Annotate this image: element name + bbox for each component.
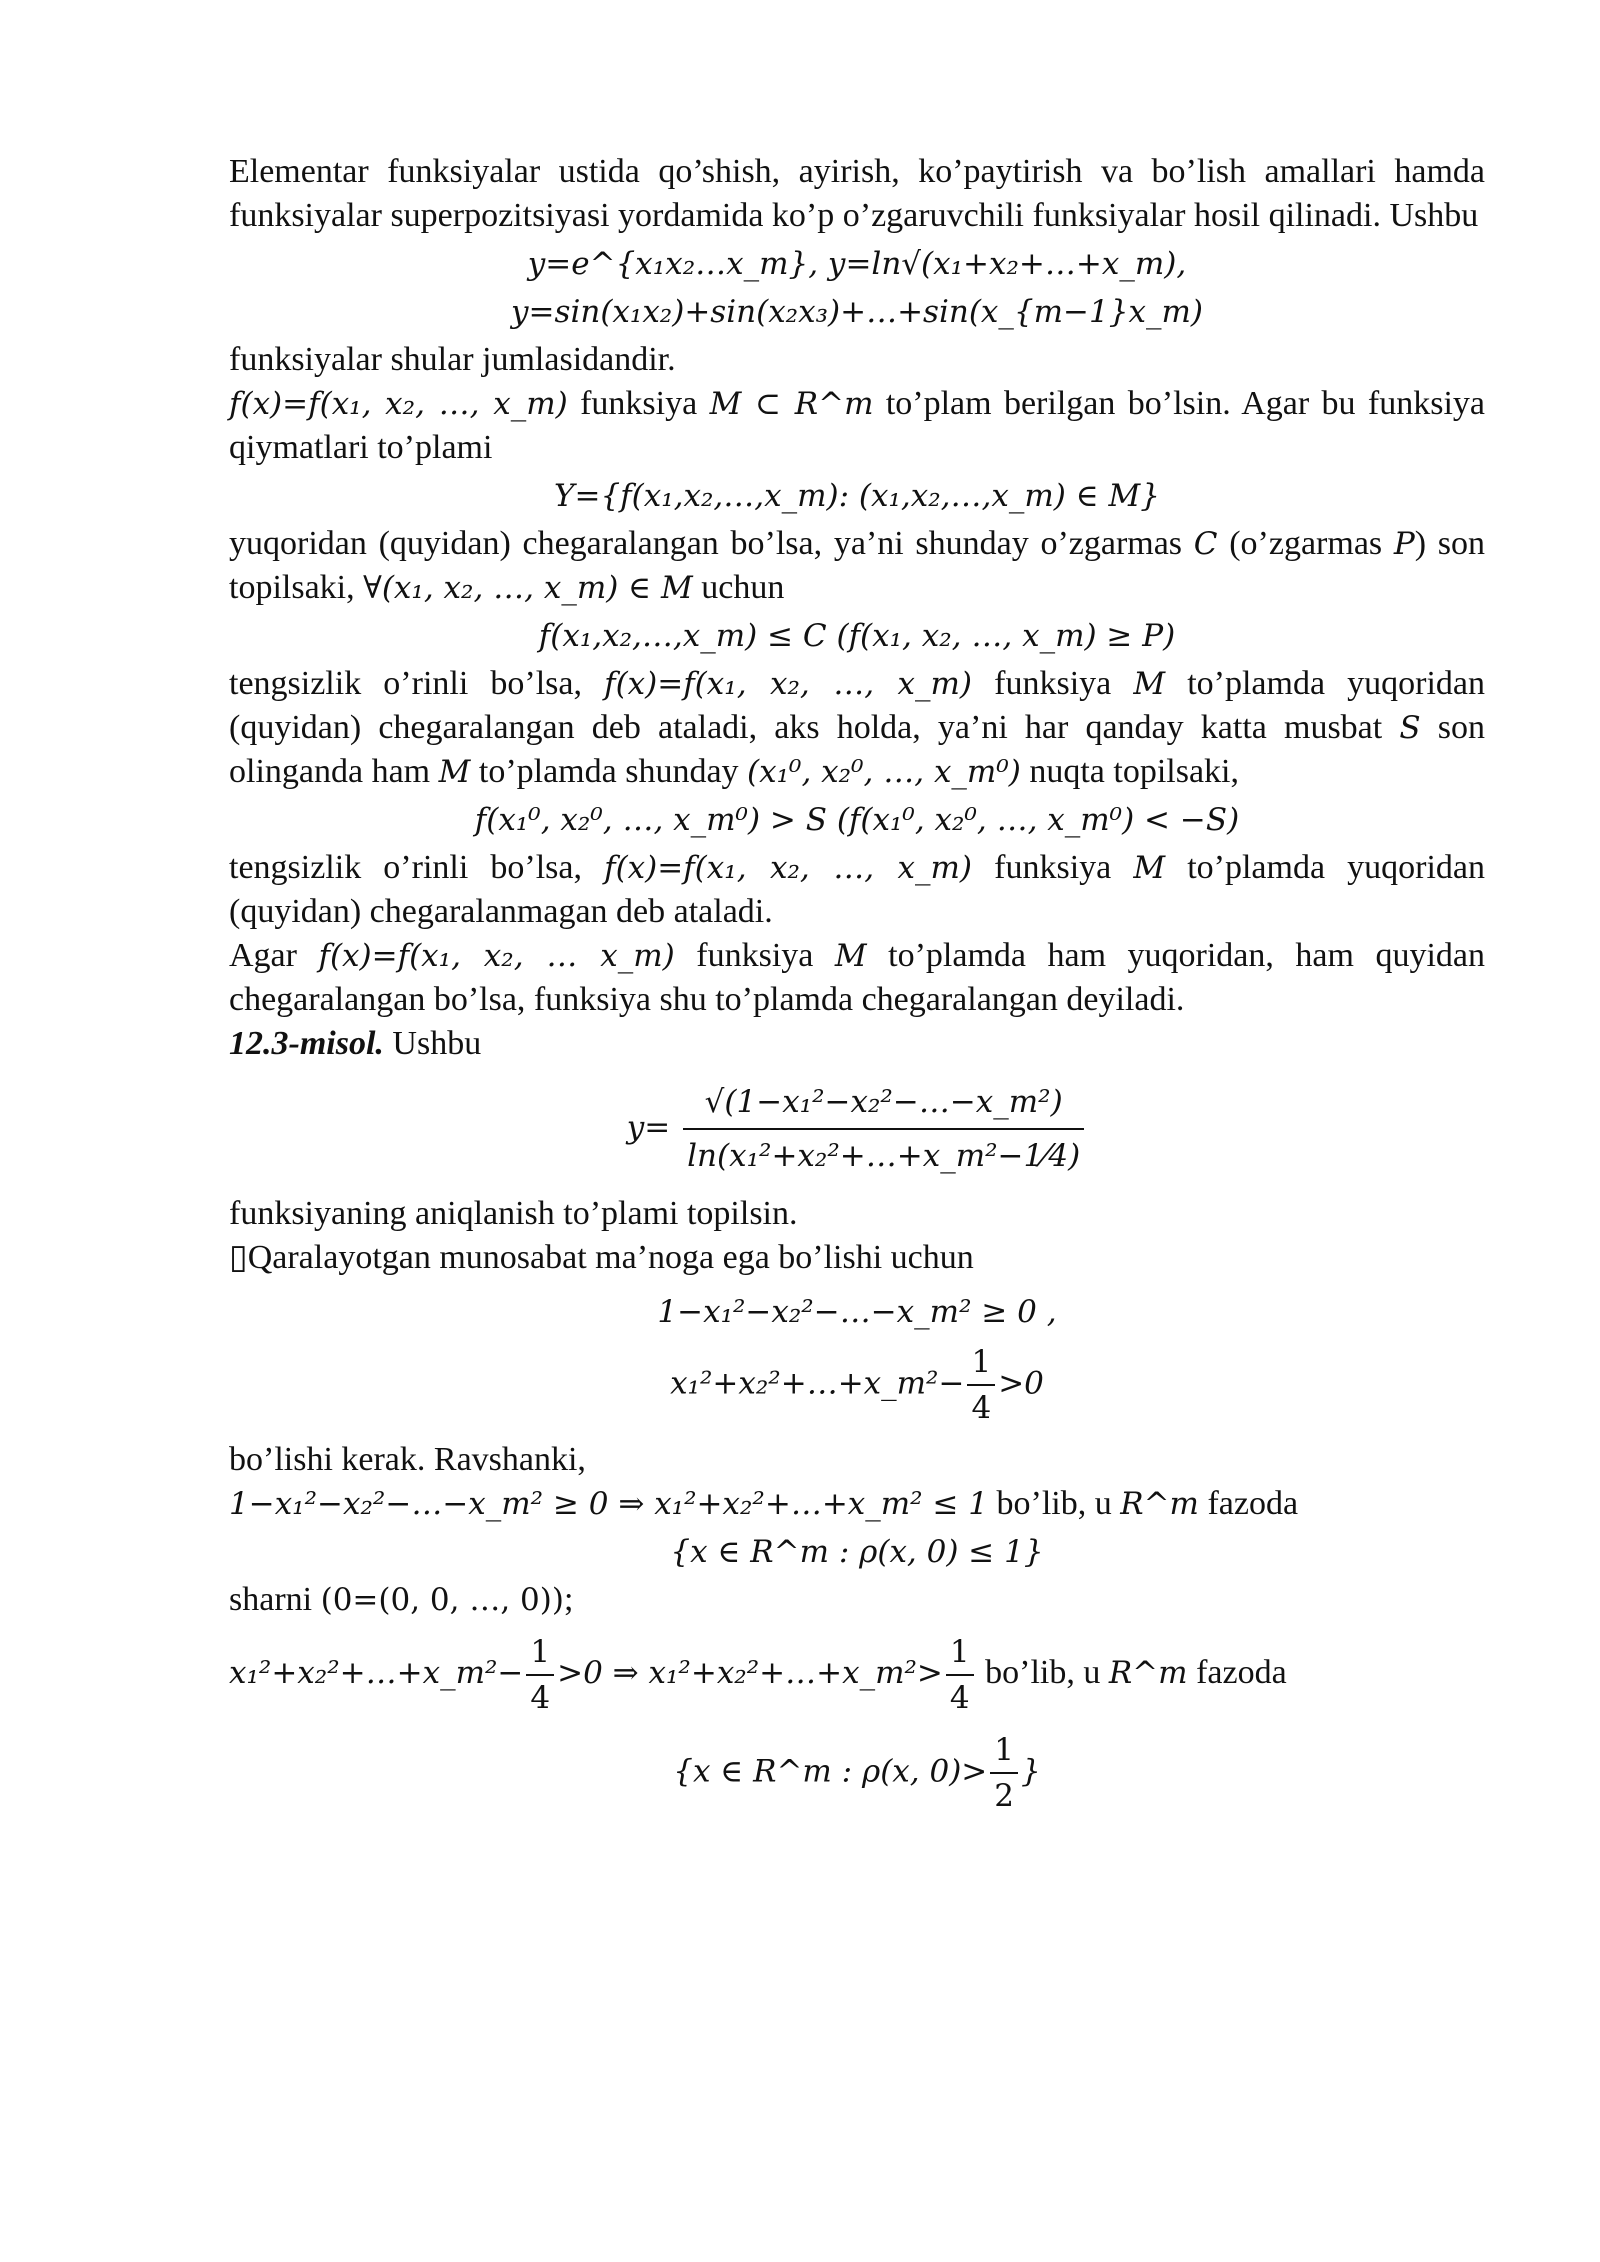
text: ) son topilsaki, (229, 525, 1485, 606)
example-heading (229, 1022, 1485, 1066)
paragraph-examples-end: funksiyalar shular jumlasidandir. (229, 341, 676, 378)
math-Rm: R^m (1120, 1486, 1199, 1522)
paragraph-bounded-both (229, 934, 1485, 1022)
text: to’plam berilgan bo’lsin. Agar bu funksiya qiymatlari to’plami (229, 385, 1485, 466)
numerator: √(1−x₁²−x₂²−…−x_m²) (683, 1076, 1084, 1130)
paragraph-solution-start (229, 1236, 1485, 1280)
eq-right: >0 (998, 1365, 1044, 1402)
text: nuqta topilsaki, (1020, 753, 1239, 790)
numerator: 1 (967, 1340, 995, 1386)
math-function: f(x)=f(x₁, x₂, … x_m) (318, 938, 675, 974)
math-function: f(x)=f(x₁, x₂, …, x_m) (229, 386, 568, 422)
paragraph-bounded-condition (229, 522, 1485, 610)
eq-left: {x ∈ R^m : ρ(x, 0)> (673, 1753, 988, 1790)
denominator: 4 (949, 1680, 970, 1716)
text: son olinganda ham (229, 709, 1485, 790)
math-M: M (438, 754, 471, 790)
math-Rm: R^m (1108, 1654, 1188, 1691)
math-point: (x₁⁰, x₂⁰, …, x_m⁰) (747, 754, 1021, 790)
equation-examples-2: y=sin(x₁x₂)+sin(x₂x₃)+…+sin(x_{m−1}x_m) (511, 294, 1203, 330)
example-label: 12.3-misol. (229, 1025, 384, 1062)
solution-marker-icon: ▯ (229, 1239, 248, 1276)
math-function: f(x)=f(x₁, x₂, …, x_m) (604, 666, 973, 702)
equation-exterior-set (229, 1728, 1485, 1818)
fraction (946, 1630, 974, 1720)
line-ball-derivation (229, 1482, 1485, 1526)
paragraph-task: funksiyaning aniqlanish to’plami topilsin. (229, 1195, 798, 1232)
fraction (683, 1076, 1084, 1182)
denominator: 4 (971, 1390, 992, 1426)
math-left: x₁²+x₂²+…+x_m²− (229, 1654, 524, 1691)
math-S: S (1399, 710, 1421, 746)
math-M: M (1133, 850, 1166, 886)
text: sharni (229, 1581, 321, 1618)
math-C: C (1193, 526, 1218, 562)
text: fazoda (1187, 1653, 1287, 1691)
numerator: 1 (526, 1630, 554, 1676)
eq-right: } (1021, 1753, 1041, 1790)
fraction (526, 1630, 554, 1720)
paragraph-definition-setup (229, 382, 1485, 470)
equation-condition-2 (229, 1340, 1485, 1430)
text: tengsizlik o’rinli bo’lsa, (229, 849, 605, 886)
text: funksiya (567, 385, 710, 422)
eq-left: x₁²+x₂²+…+x_m²− (670, 1365, 965, 1402)
text: Qaralayotgan munosabat ma’noga ega bo’lishi uchun (247, 1239, 974, 1276)
text: funksiya (972, 849, 1134, 886)
text: to’plamda ham yuqoridan, ham quyidan chegaralangan bo’lsa, funksiya shu to’plamda chegaralangan deyiladi. (229, 937, 1485, 1018)
equation-example-function (229, 1076, 1485, 1182)
paragraph-bounded-definition (229, 662, 1485, 794)
math-set: M ⊂ R^m (709, 386, 874, 422)
math-forall: ∀(x₁, x₂, …, x_m) ∈ M (363, 570, 693, 606)
equation-bounds: f(x₁,x₂,…,x_m) ≤ C (f(x₁, x₂, …, x_m) ≥ P) (538, 618, 1176, 654)
text: fazoda (1198, 1485, 1299, 1522)
text: funksiya (972, 665, 1134, 702)
page-body (229, 150, 1485, 1822)
paragraph-unbounded-definition (229, 846, 1485, 934)
math-M: M (834, 938, 867, 974)
paragraph-obviously: bo’lishi kerak. Ravshanki, (229, 1441, 586, 1478)
text: bo’lib, u (988, 1485, 1121, 1522)
eq-lhs: y= (626, 1109, 671, 1146)
math-function: f(x)=f(x₁, x₂, …, x_m) (604, 850, 973, 886)
numerator: 1 (990, 1728, 1018, 1774)
math-P: P (1393, 526, 1415, 562)
text: tengsizlik o’rinli bo’lsa, (229, 665, 605, 702)
text: uchun (692, 569, 785, 606)
equation-unbounded: f(x₁⁰, x₂⁰, …, x_m⁰) > S (f(x₁⁰, x₂⁰, …, x_m⁰) < −S) (474, 802, 1240, 838)
paragraph-intro: Elementar funksiyalar ustida qo’shish, ayirish, ko’paytirish va bo’lish amallari hamda funksiyalar superpozitsiyasi yordamida ko’p o’zgaruvchili funksiyalar hosil qilinadi. Ushbu (229, 153, 1485, 234)
text: to’plamda yuqoridan (quyidan) chegaralangan deb ataladi, aks holda, ya’ni har qanday katta musbat (229, 665, 1486, 746)
text: Ushbu (383, 1025, 482, 1062)
denominator: 2 (994, 1778, 1015, 1814)
text: yuqoridan (quyidan) chegaralangan bo’lsa, ya’ni shunday o’zgarmas (229, 525, 1194, 562)
equation-condition-1: 1−x₁²−x₂²−…−x_m² ≥ 0 , (657, 1294, 1057, 1330)
math-derivation: 1−x₁²−x₂²−…−x_m² ≥ 0 ⇒ x₁²+x₂²+…+x_m² ≤ 1 (229, 1486, 989, 1522)
text: to’plamda yuqoridan (quyidan) chegaralanmagan deb ataladi. (229, 849, 1486, 930)
numerator: 1 (946, 1630, 974, 1676)
text: to’plamda shunday (470, 753, 748, 790)
math-origin: (0=(0, 0, …, 0)) (320, 1582, 564, 1618)
text: ; (563, 1581, 574, 1618)
line-ball-name (229, 1578, 1485, 1622)
equation-examples-1: y=e^{x₁x₂…x_m}, y=ln√(x₁+x₂+…+x_m), (527, 246, 1187, 282)
math-M: M (1133, 666, 1166, 702)
denominator: ln(x₁²+x₂²+…+x_m²−1⁄4) (687, 1138, 1081, 1174)
text: funksiya (674, 937, 835, 974)
fraction (990, 1728, 1018, 1818)
line-exterior-derivation (229, 1630, 1485, 1720)
equation-value-set: Y={f(x₁,x₂,…,x_m): (x₁,x₂,…,x_m) ∈ M} (554, 478, 1160, 514)
equation-closed-ball: {x ∈ R^m : ρ(x, 0) ≤ 1} (670, 1534, 1044, 1570)
text: (o’zgarmas (1217, 525, 1383, 562)
text: bo’lib, u (976, 1653, 1109, 1691)
fraction (967, 1340, 995, 1430)
math-mid: >0 ⇒ x₁²+x₂²+…+x_m²> (557, 1654, 943, 1691)
denominator: 4 (530, 1680, 551, 1716)
text: Agar (229, 937, 319, 974)
